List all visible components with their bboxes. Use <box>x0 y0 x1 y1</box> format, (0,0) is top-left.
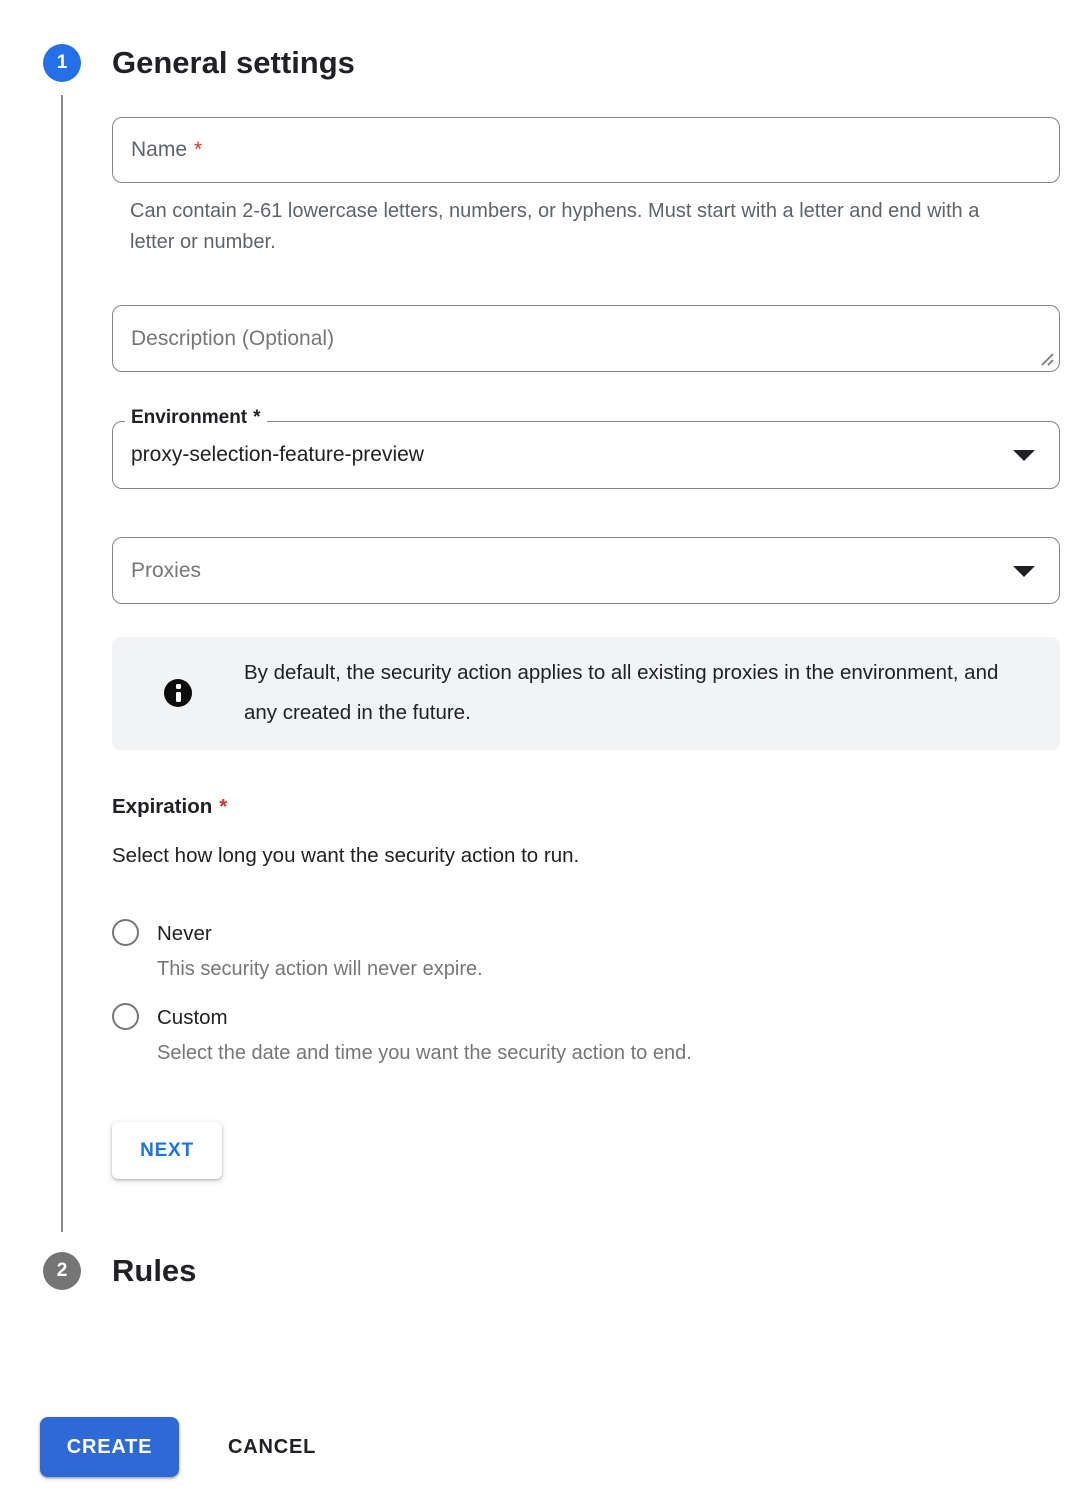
chevron-down-icon <box>1013 450 1035 461</box>
expiration-label <box>112 795 227 819</box>
environment-label <box>125 407 267 429</box>
radio-custom-label[interactable]: Custom <box>157 1006 228 1029</box>
required-asterisk: * <box>194 138 203 161</box>
info-icon <box>164 679 192 707</box>
resize-handle-icon[interactable] <box>1040 352 1054 366</box>
radio-never[interactable] <box>112 919 139 946</box>
step-1-title: General settings <box>112 45 355 80</box>
expiration-subtitle: Select how long you want the security action to run. <box>112 844 580 867</box>
description-input[interactable] <box>112 305 1060 372</box>
next-button[interactable]: NEXT <box>112 1122 222 1179</box>
radio-never-label[interactable]: Never <box>157 922 212 945</box>
info-banner-text: By default, the security action applies to all existing proxies in the environment, and any created in the future. <box>244 661 999 724</box>
step-1-indicator: 1 <box>43 44 81 82</box>
radio-never-description: This security action will never expire. <box>157 958 483 980</box>
radio-custom[interactable] <box>112 1003 139 1030</box>
proxies-select[interactable] <box>112 537 1060 604</box>
name-input[interactable] <box>112 117 1060 183</box>
description-placeholder: Description (Optional) <box>131 326 335 350</box>
step-2-title: Rules <box>112 1253 197 1288</box>
environment-select[interactable] <box>112 407 1060 489</box>
name-input-label <box>131 138 202 162</box>
expiration-label-text: Expiration <box>112 795 213 818</box>
stepper-connector-line <box>61 95 63 1232</box>
radio-custom-description: Select the date and time you want the security action to end. <box>157 1042 692 1064</box>
expiration-required-asterisk: * <box>219 795 228 818</box>
info-banner <box>112 637 1060 750</box>
name-label-text: Name <box>131 138 188 161</box>
chevron-down-icon <box>1013 566 1035 577</box>
environment-selected-value: proxy-selection-feature-preview <box>131 443 424 466</box>
create-button[interactable]: CREATE <box>40 1417 179 1477</box>
cancel-button[interactable]: CANCEL <box>214 1428 330 1466</box>
environment-required-asterisk: * <box>253 407 261 428</box>
name-helper-text: Can contain 2-61 lowercase letters, numbers, or hyphens. Must start with a letter and end with a letter or number. <box>130 200 980 253</box>
proxies-placeholder: Proxies <box>131 558 202 582</box>
step-2-indicator: 2 <box>43 1252 81 1290</box>
environment-label-text: Environment <box>131 407 248 428</box>
